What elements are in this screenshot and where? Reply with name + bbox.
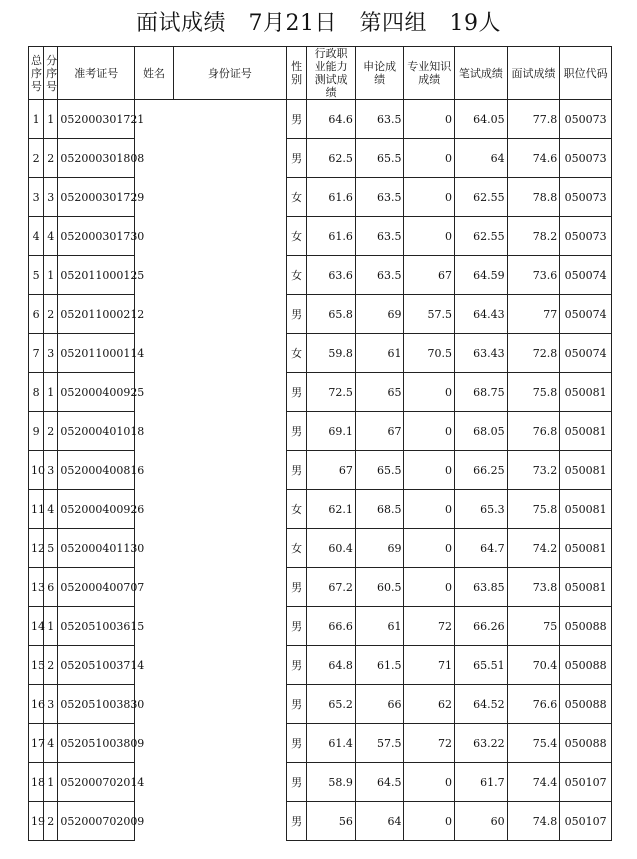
exam-id-cell: 052051003714 — [58, 646, 135, 685]
table-row — [29, 139, 612, 178]
essay-cell: 64 — [355, 802, 404, 841]
written-cell: 63.85 — [455, 568, 508, 607]
written-cell: 65.3 — [455, 490, 508, 529]
id-card-cell — [173, 334, 286, 373]
id-card-cell — [173, 724, 286, 763]
id-card-cell — [173, 802, 286, 841]
interview-cell: 70.4 — [507, 646, 560, 685]
sub-no-cell: 3 — [44, 685, 58, 724]
exam-id-cell: 052000301730 — [58, 217, 135, 256]
essay-cell: 69 — [355, 529, 404, 568]
id-card-cell — [173, 607, 286, 646]
table-row — [29, 217, 612, 256]
aptitude-cell: 62.5 — [307, 139, 356, 178]
position-code-cell: 050081 — [560, 490, 612, 529]
essay-cell: 63.5 — [355, 217, 404, 256]
table-row — [29, 763, 612, 802]
interview-cell: 77 — [507, 295, 560, 334]
gender-cell: 男 — [287, 646, 307, 685]
total-no-cell: 8 — [29, 373, 44, 412]
id-card-cell — [173, 646, 286, 685]
header-aptitude: 行政职业能力测试成绩 — [307, 47, 356, 100]
total-no-cell: 1 — [29, 100, 44, 139]
professional-cell: 0 — [404, 802, 455, 841]
total-no-cell: 3 — [29, 178, 44, 217]
interview-cell: 73.2 — [507, 451, 560, 490]
aptitude-cell: 69.1 — [307, 412, 356, 451]
gender-cell: 男 — [287, 802, 307, 841]
position-code-cell: 050081 — [560, 373, 612, 412]
aptitude-cell: 58.9 — [307, 763, 356, 802]
sub-no-cell: 2 — [44, 802, 58, 841]
written-cell: 65.51 — [455, 646, 508, 685]
score-table — [28, 46, 612, 841]
table-row — [29, 568, 612, 607]
total-no-cell: 15 — [29, 646, 44, 685]
written-cell: 62.55 — [455, 217, 508, 256]
table-row — [29, 490, 612, 529]
gender-cell: 女 — [287, 217, 307, 256]
gender-cell: 男 — [287, 568, 307, 607]
essay-cell: 57.5 — [355, 724, 404, 763]
table-row — [29, 685, 612, 724]
position-code-cell: 050073 — [560, 217, 612, 256]
interview-cell: 77.8 — [507, 100, 560, 139]
table-row — [29, 178, 612, 217]
sub-no-cell: 2 — [44, 412, 58, 451]
gender-cell: 男 — [287, 139, 307, 178]
written-cell: 64.43 — [455, 295, 508, 334]
header-gender: 性别 — [287, 47, 307, 100]
professional-cell: 0 — [404, 763, 455, 802]
exam-id-cell: 052000702014 — [58, 763, 135, 802]
written-cell: 64.7 — [455, 529, 508, 568]
exam-id-cell: 052051003830 — [58, 685, 135, 724]
sub-no-cell: 1 — [44, 256, 58, 295]
total-no-cell: 16 — [29, 685, 44, 724]
total-no-cell: 10 — [29, 451, 44, 490]
sub-no-cell: 6 — [44, 568, 58, 607]
exam-id-cell: 052011000114 — [58, 334, 135, 373]
header-essay: 申论成绩 — [355, 47, 404, 100]
interview-cell: 74.4 — [507, 763, 560, 802]
table-row — [29, 412, 612, 451]
header-name: 姓名 — [135, 47, 173, 100]
essay-cell: 65.5 — [355, 139, 404, 178]
essay-cell: 63.5 — [355, 100, 404, 139]
gender-cell: 男 — [287, 373, 307, 412]
written-cell: 66.25 — [455, 451, 508, 490]
header-position-code: 职位代码 — [560, 47, 612, 100]
table-row — [29, 373, 612, 412]
total-no-cell: 18 — [29, 763, 44, 802]
position-code-cell: 050073 — [560, 100, 612, 139]
interview-cell: 74.8 — [507, 802, 560, 841]
sub-no-cell: 3 — [44, 334, 58, 373]
gender-cell: 男 — [287, 685, 307, 724]
exam-id-cell: 052000400925 — [58, 373, 135, 412]
header-id-card: 身份证号 — [173, 47, 286, 100]
id-card-cell — [173, 490, 286, 529]
id-card-cell — [173, 568, 286, 607]
aptitude-cell: 61.6 — [307, 178, 356, 217]
position-code-cell: 050088 — [560, 646, 612, 685]
exam-id-cell: 052000401130 — [58, 529, 135, 568]
essay-cell: 61.5 — [355, 646, 404, 685]
sub-no-cell: 1 — [44, 373, 58, 412]
gender-cell: 女 — [287, 178, 307, 217]
header-row — [29, 47, 612, 100]
exam-id-cell: 052000401018 — [58, 412, 135, 451]
essay-cell: 69 — [355, 295, 404, 334]
sub-no-cell: 1 — [44, 763, 58, 802]
header-sub-no: 分序号 — [44, 47, 58, 100]
id-card-cell — [173, 139, 286, 178]
exam-id-cell: 052000400707 — [58, 568, 135, 607]
position-code-cell: 050107 — [560, 802, 612, 841]
header-professional: 专业知识成绩 — [404, 47, 455, 100]
total-no-cell: 4 — [29, 217, 44, 256]
professional-cell: 67 — [404, 256, 455, 295]
sub-no-cell: 1 — [44, 100, 58, 139]
gender-cell: 女 — [287, 529, 307, 568]
written-cell: 64 — [455, 139, 508, 178]
position-code-cell: 050074 — [560, 334, 612, 373]
total-no-cell: 11 — [29, 490, 44, 529]
interview-cell: 73.6 — [507, 256, 560, 295]
id-card-cell — [173, 763, 286, 802]
exam-id-cell: 052051003809 — [58, 724, 135, 763]
written-cell: 63.22 — [455, 724, 508, 763]
professional-cell: 57.5 — [404, 295, 455, 334]
total-no-cell: 13 — [29, 568, 44, 607]
aptitude-cell: 66.6 — [307, 607, 356, 646]
position-code-cell: 050073 — [560, 178, 612, 217]
written-cell: 64.59 — [455, 256, 508, 295]
header-interview: 面试成绩 — [507, 47, 560, 100]
header-written: 笔试成绩 — [455, 47, 508, 100]
sub-no-cell: 4 — [44, 490, 58, 529]
table-row — [29, 724, 612, 763]
total-no-cell: 9 — [29, 412, 44, 451]
gender-cell: 男 — [287, 763, 307, 802]
interview-cell: 75.4 — [507, 724, 560, 763]
essay-cell: 61 — [355, 607, 404, 646]
essay-cell: 60.5 — [355, 568, 404, 607]
professional-cell: 0 — [404, 529, 455, 568]
aptitude-cell: 65.8 — [307, 295, 356, 334]
sub-no-cell: 3 — [44, 451, 58, 490]
aptitude-cell: 67.2 — [307, 568, 356, 607]
total-no-cell: 7 — [29, 334, 44, 373]
professional-cell: 0 — [404, 139, 455, 178]
table-row — [29, 100, 612, 139]
header-exam-id: 准考证号 — [58, 47, 135, 100]
written-cell: 64.05 — [455, 100, 508, 139]
aptitude-cell: 63.6 — [307, 256, 356, 295]
professional-cell: 62 — [404, 685, 455, 724]
header-total-no: 总序号 — [29, 47, 44, 100]
professional-cell: 0 — [404, 373, 455, 412]
essay-cell: 66 — [355, 685, 404, 724]
gender-cell: 男 — [287, 724, 307, 763]
written-cell: 63.43 — [455, 334, 508, 373]
id-card-cell — [173, 373, 286, 412]
total-no-cell: 5 — [29, 256, 44, 295]
table-row — [29, 646, 612, 685]
professional-cell: 72 — [404, 724, 455, 763]
professional-cell: 0 — [404, 451, 455, 490]
position-code-cell: 050088 — [560, 724, 612, 763]
interview-cell: 73.8 — [507, 568, 560, 607]
gender-cell: 女 — [287, 490, 307, 529]
interview-cell: 74.2 — [507, 529, 560, 568]
gender-cell: 女 — [287, 334, 307, 373]
interview-cell: 76.8 — [507, 412, 560, 451]
id-card-cell — [173, 256, 286, 295]
sub-no-cell: 2 — [44, 139, 58, 178]
position-code-cell: 050107 — [560, 763, 612, 802]
essay-cell: 68.5 — [355, 490, 404, 529]
essay-cell: 63.5 — [355, 178, 404, 217]
interview-cell: 74.6 — [507, 139, 560, 178]
essay-cell: 67 — [355, 412, 404, 451]
id-card-cell — [173, 217, 286, 256]
essay-cell: 64.5 — [355, 763, 404, 802]
exam-id-cell: 052000702009 — [58, 802, 135, 841]
aptitude-cell: 65.2 — [307, 685, 356, 724]
aptitude-cell: 64.8 — [307, 646, 356, 685]
aptitude-cell: 60.4 — [307, 529, 356, 568]
written-cell: 64.52 — [455, 685, 508, 724]
table-row — [29, 529, 612, 568]
exam-id-cell: 052000400926 — [58, 490, 135, 529]
id-card-cell — [173, 100, 286, 139]
exam-id-cell: 052011000212 — [58, 295, 135, 334]
sub-no-cell: 5 — [44, 529, 58, 568]
position-code-cell: 050073 — [560, 139, 612, 178]
interview-cell: 78.8 — [507, 178, 560, 217]
exam-id-cell: 052000400816 — [58, 451, 135, 490]
position-code-cell: 050088 — [560, 607, 612, 646]
aptitude-cell: 59.8 — [307, 334, 356, 373]
essay-cell: 61 — [355, 334, 404, 373]
id-card-cell — [173, 529, 286, 568]
sub-no-cell: 3 — [44, 178, 58, 217]
sub-no-cell: 4 — [44, 724, 58, 763]
total-no-cell: 2 — [29, 139, 44, 178]
gender-cell: 男 — [287, 607, 307, 646]
sub-no-cell: 2 — [44, 295, 58, 334]
gender-cell: 男 — [287, 100, 307, 139]
position-code-cell: 050081 — [560, 568, 612, 607]
table-row — [29, 802, 612, 841]
interview-cell: 75.8 — [507, 373, 560, 412]
professional-cell: 70.5 — [404, 334, 455, 373]
gender-cell: 男 — [287, 412, 307, 451]
exam-id-cell: 052051003615 — [58, 607, 135, 646]
interview-cell: 76.6 — [507, 685, 560, 724]
exam-id-cell: 052011000125 — [58, 256, 135, 295]
table-row — [29, 256, 612, 295]
aptitude-cell: 67 — [307, 451, 356, 490]
table-row — [29, 295, 612, 334]
id-card-cell — [173, 685, 286, 724]
written-cell: 62.55 — [455, 178, 508, 217]
exam-id-cell: 052000301808 — [58, 139, 135, 178]
aptitude-cell: 64.6 — [307, 100, 356, 139]
interview-cell: 75.8 — [507, 490, 560, 529]
total-no-cell: 12 — [29, 529, 44, 568]
written-cell: 68.75 — [455, 373, 508, 412]
professional-cell: 0 — [404, 217, 455, 256]
table-row — [29, 607, 612, 646]
professional-cell: 0 — [404, 100, 455, 139]
aptitude-cell: 72.5 — [307, 373, 356, 412]
position-code-cell: 050088 — [560, 685, 612, 724]
position-code-cell: 050081 — [560, 412, 612, 451]
total-no-cell: 17 — [29, 724, 44, 763]
aptitude-cell: 61.6 — [307, 217, 356, 256]
sub-no-cell: 1 — [44, 607, 58, 646]
interview-cell: 78.2 — [507, 217, 560, 256]
written-cell: 60 — [455, 802, 508, 841]
total-no-cell: 19 — [29, 802, 44, 841]
essay-cell: 65.5 — [355, 451, 404, 490]
written-cell: 66.26 — [455, 607, 508, 646]
written-cell: 68.05 — [455, 412, 508, 451]
total-no-cell: 6 — [29, 295, 44, 334]
gender-cell: 男 — [287, 451, 307, 490]
total-no-cell: 14 — [29, 607, 44, 646]
sub-no-cell: 4 — [44, 217, 58, 256]
interview-cell: 75 — [507, 607, 560, 646]
aptitude-cell: 62.1 — [307, 490, 356, 529]
table-row — [29, 451, 612, 490]
gender-cell: 男 — [287, 295, 307, 334]
professional-cell: 0 — [404, 412, 455, 451]
written-cell: 61.7 — [455, 763, 508, 802]
exam-id-cell: 052000301729 — [58, 178, 135, 217]
position-code-cell: 050081 — [560, 451, 612, 490]
position-code-cell: 050074 — [560, 295, 612, 334]
professional-cell: 0 — [404, 568, 455, 607]
essay-cell: 65 — [355, 373, 404, 412]
table-row — [29, 334, 612, 373]
position-code-cell: 050074 — [560, 256, 612, 295]
id-card-cell — [173, 451, 286, 490]
position-code-cell: 050081 — [560, 529, 612, 568]
aptitude-cell: 61.4 — [307, 724, 356, 763]
id-card-cell — [173, 412, 286, 451]
id-card-cell — [173, 178, 286, 217]
professional-cell: 0 — [404, 490, 455, 529]
interview-cell: 72.8 — [507, 334, 560, 373]
aptitude-cell: 56 — [307, 802, 356, 841]
sub-no-cell: 2 — [44, 646, 58, 685]
page-title: 面试成绩 7月21日 第四组 19人 — [136, 11, 501, 36]
professional-cell: 72 — [404, 607, 455, 646]
exam-id-cell: 052000301721 — [58, 100, 135, 139]
professional-cell: 71 — [404, 646, 455, 685]
gender-cell: 女 — [287, 256, 307, 295]
essay-cell: 63.5 — [355, 256, 404, 295]
professional-cell: 0 — [404, 178, 455, 217]
id-card-cell — [173, 295, 286, 334]
